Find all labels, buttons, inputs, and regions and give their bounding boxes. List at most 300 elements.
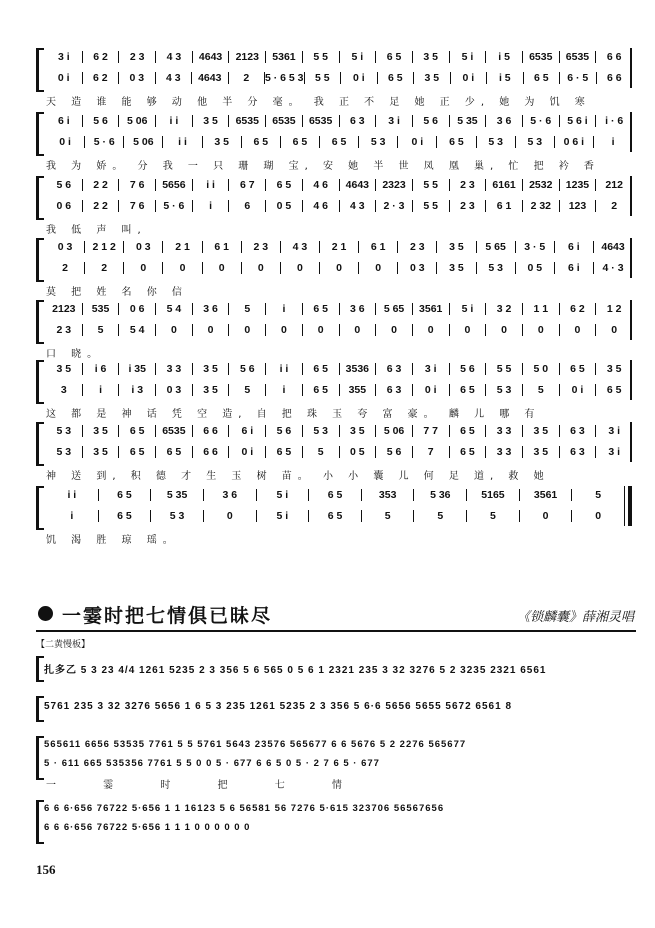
measure: 3 i <box>46 51 83 63</box>
measure: 5 i <box>257 489 310 501</box>
measure: 5 i <box>340 51 377 63</box>
measure: 0 <box>124 262 163 274</box>
measure: 6 3 <box>376 384 413 396</box>
measure: 1235 <box>560 179 597 191</box>
measure: 4 3 <box>156 51 193 63</box>
measure: 0 <box>413 324 450 336</box>
measure: 4643 <box>193 51 230 63</box>
measure: 0 <box>320 262 359 274</box>
measure: 6 <box>229 200 266 212</box>
lyrics-line: 天 造 谁 能 够 动 他 半 分 毫。 我 正 不 足 她 正 少, 她 为 饥 寒 <box>46 97 591 108</box>
measure: 0 <box>523 324 560 336</box>
measure: 2 1 2 <box>85 241 124 253</box>
measure: 2 <box>229 72 266 84</box>
measure: 6 5 <box>309 489 362 501</box>
aria-lyrics: 一 霎 时 把 七 情 <box>46 780 364 791</box>
measure: 5 65 <box>477 241 516 253</box>
lyrics-line: 我 为 娇。 分 我 一 只 珊 瑚 宝, 安 她 半 世 凤 凰 巢, 忙 把 衿 香 <box>46 161 600 172</box>
measure: 6 5 <box>266 179 303 191</box>
measure: 6535 <box>266 115 303 127</box>
measure: 5 3 <box>359 136 398 148</box>
measure: 5 i <box>450 303 487 315</box>
measure: 2123 <box>46 303 83 315</box>
aria-notes-upper: 565611 6656 53535 7761 5 5 5761 5643 23576 565677 6 6 5676 5 2 2276 565677 <box>44 739 467 750</box>
measure: 5 3 <box>486 384 523 396</box>
measure: 5 06 <box>124 136 163 148</box>
measure: 0 i <box>229 446 266 458</box>
measure: 0 5 <box>516 262 555 274</box>
measure: 5 6 <box>413 115 450 127</box>
measure: 5 <box>414 510 467 522</box>
measure: 6535 <box>303 115 340 127</box>
measure: 6 i <box>555 241 594 253</box>
measure: 5361 <box>266 51 303 63</box>
system-end-barline <box>630 48 632 88</box>
measure: 3561 <box>413 303 450 315</box>
final-barline-thin <box>624 486 625 526</box>
measure: 3 i <box>608 446 620 458</box>
measure: 7 6 <box>119 179 156 191</box>
measure: 6 5 <box>99 489 152 501</box>
measure: 4 6 <box>303 179 340 191</box>
measure: 5 · 6 <box>85 136 124 148</box>
measure: 6 6 <box>606 72 622 84</box>
measure: 5 0 <box>523 363 560 375</box>
measure: i 5 <box>486 51 523 63</box>
measure: 5 06 <box>119 115 156 127</box>
measure: 6 5 <box>99 510 152 522</box>
measure: 5 65 <box>376 303 413 315</box>
piece-title: 一霎时把七情俱已昧尽 <box>62 605 273 627</box>
measure: 5 3 <box>477 262 516 274</box>
measure: 0 <box>340 324 377 336</box>
measure: 0 <box>376 324 413 336</box>
score-system-2 <box>36 112 632 174</box>
measure: 5 3 <box>516 136 555 148</box>
measure: 7 6 <box>119 200 156 212</box>
measure: i i <box>266 363 303 375</box>
measure: 2 <box>611 200 618 212</box>
measure: 6535 <box>229 115 266 127</box>
measure: 6 7 <box>229 179 266 191</box>
measure: 6 2 <box>560 303 597 315</box>
measure: 3 5 <box>193 384 230 396</box>
measure: 6 5 <box>560 363 597 375</box>
measure: 2 3 <box>398 241 437 253</box>
measure: 5 4 <box>119 324 156 336</box>
measure: 1 1 <box>523 303 560 315</box>
measure: 0 <box>204 510 257 522</box>
measure: 3 5 <box>414 72 451 84</box>
measure: 5 3 <box>303 425 340 437</box>
measure: i <box>266 303 303 315</box>
measure: 0 i <box>451 72 488 84</box>
measure: 3 6 <box>340 303 377 315</box>
measure: 4643 <box>192 72 229 84</box>
measure: 6 6 <box>193 425 230 437</box>
measure: 5 3 <box>46 446 83 458</box>
measure: 2 2 <box>83 179 120 191</box>
measure: 4 3 <box>340 200 377 212</box>
aria-system-3 <box>36 736 632 791</box>
measure: 0 3 <box>156 384 193 396</box>
measure: 6 i <box>46 115 83 127</box>
measure: 0 <box>229 324 266 336</box>
measure: 5 <box>362 510 415 522</box>
measure: 2 · 3 <box>376 200 413 212</box>
measure: 5 6 <box>450 363 487 375</box>
measure: 3 6 <box>486 115 523 127</box>
system-bracket <box>36 486 44 530</box>
measure: 6535 <box>156 425 193 437</box>
measure: 5 5 <box>486 363 523 375</box>
measure: 5 <box>229 303 266 315</box>
score-system-7 <box>36 422 632 484</box>
measure: 2 <box>85 262 124 274</box>
aria-system-4 <box>36 800 632 844</box>
lyrics-line: 我 低 声 叫, <box>46 225 147 236</box>
measure: 353 <box>362 489 415 501</box>
measure: i 5 <box>487 72 524 84</box>
measure: 0 3 <box>119 72 156 84</box>
measure: 3536 <box>340 363 377 375</box>
measure: 2 3 <box>119 51 156 63</box>
upper-staff <box>46 425 632 437</box>
system-bracket <box>36 176 44 220</box>
system-bracket <box>36 112 44 156</box>
measure: 5 <box>523 384 560 396</box>
system-bracket <box>36 696 44 722</box>
measure: i <box>266 384 303 396</box>
measure: 5 3 <box>46 425 83 437</box>
measure: 0 6 <box>46 200 83 212</box>
aria-notes: 5761 235 3 32 3276 5656 1 6 5 3 235 1261 5235 2 3 356 5 6·6 5656 5655 5672 6561 8 <box>44 701 513 712</box>
measure: i i <box>46 489 99 501</box>
measure: 0 i <box>398 136 437 148</box>
score-system-3 <box>36 176 632 238</box>
piece-title-row <box>36 600 636 628</box>
measure: i i <box>156 115 193 127</box>
final-barline <box>628 486 632 526</box>
measure: 3 5 <box>606 363 622 375</box>
measure: 6 · 5 <box>560 72 597 84</box>
measure: 5 5 <box>413 200 450 212</box>
measure: 0 <box>450 324 487 336</box>
measure: 0 <box>611 324 618 336</box>
measure: 5 5 <box>305 72 342 84</box>
aria-notes-upper: 6 6 6·656 76722 5·656 1 1 16123 5 6 56581 56 7276 5·615 323706 56567656 <box>44 803 445 814</box>
measure: 0 <box>520 510 573 522</box>
score-system-8 <box>36 486 632 548</box>
measure: 6 3 <box>560 446 597 458</box>
measure: 5 3 <box>151 510 204 522</box>
measure: 3 5 <box>413 51 450 63</box>
measure: 6 5 <box>606 384 622 396</box>
measure: 3 i <box>376 115 413 127</box>
measure: 5 5 <box>303 51 340 63</box>
measure: 3 3 <box>156 363 193 375</box>
measure: 6 5 <box>119 425 156 437</box>
system-bracket <box>36 238 44 282</box>
measure: 2 3 <box>450 179 487 191</box>
measure: 6 1 <box>486 200 523 212</box>
measure: 6 1 <box>359 241 398 253</box>
system-end-barline <box>630 238 632 278</box>
measure: 6 i <box>555 262 594 274</box>
measure: 7 <box>413 446 450 458</box>
system-bracket <box>36 300 44 344</box>
lower-staff <box>46 136 632 148</box>
measure: 2323 <box>376 179 413 191</box>
upper-staff <box>46 179 632 191</box>
score-system-5 <box>36 300 632 362</box>
measure: 5 36 <box>414 489 467 501</box>
measure: 6 6 <box>606 51 622 63</box>
measure: 6 5 <box>266 446 303 458</box>
measure: 6 5 <box>450 384 487 396</box>
measure: 6 5 <box>242 136 281 148</box>
page-number: 156 <box>36 862 56 877</box>
measure: 3 5 <box>437 241 476 253</box>
system-bracket <box>36 656 44 682</box>
measure: 3 i <box>413 363 450 375</box>
measure: 5 · 6 5 3 <box>265 72 304 84</box>
lower-staff <box>46 324 632 336</box>
measure: 3 5 <box>523 425 560 437</box>
measure: 2532 <box>523 179 560 191</box>
tempo-label: 【二黄慢板】 <box>36 640 91 650</box>
measure: 3 2 <box>486 303 523 315</box>
measure: 5 6 <box>83 115 120 127</box>
measure: 0 <box>303 324 340 336</box>
measure: 0 i <box>46 136 85 148</box>
measure: 0 <box>560 324 597 336</box>
lower-staff <box>46 200 632 212</box>
measure: 3 5 <box>523 446 560 458</box>
measure: 6 5 <box>156 446 193 458</box>
measure: 3 5 <box>340 425 377 437</box>
measure: i i <box>193 179 230 191</box>
measure: 2 32 <box>523 200 560 212</box>
measure: 6 5 <box>524 72 561 84</box>
measure: 6 5 <box>303 363 340 375</box>
measure: 2 1 <box>163 241 202 253</box>
measure: 6 1 <box>203 241 242 253</box>
lower-staff <box>46 72 632 84</box>
aria-system-2 <box>36 696 632 724</box>
measure: 3 5 <box>83 446 120 458</box>
measure: 0 i <box>46 72 83 84</box>
measure: 4 3 <box>281 241 320 253</box>
measure: 0 5 <box>340 446 377 458</box>
measure: 6 5 <box>119 446 156 458</box>
measure: 5 <box>595 489 602 501</box>
measure: 0 5 <box>266 200 303 212</box>
measure: 5 5 <box>413 179 450 191</box>
measure: 4 3 <box>156 72 193 84</box>
measure: 5 35 <box>151 489 204 501</box>
measure: 6 6 <box>193 446 230 458</box>
measure: 3 6 <box>204 489 257 501</box>
measure: 0 6 <box>119 303 156 315</box>
measure: 5 4 <box>156 303 193 315</box>
measure: 0 3 <box>124 241 163 253</box>
measure: 5 <box>303 446 340 458</box>
system-bracket <box>36 360 44 404</box>
lyrics-line: 莫 把 姓 名 你 信 <box>46 287 188 298</box>
measure: 3 5 <box>437 262 476 274</box>
measure: 6 5 <box>376 51 413 63</box>
lyrics-line: 饥 渴 胜 琼 瑶。 <box>46 535 179 546</box>
measure: 0 3 <box>46 241 85 253</box>
measure: 6 5 <box>450 446 487 458</box>
measure: 5 <box>83 324 120 336</box>
lower-staff <box>46 384 632 396</box>
system-bracket <box>36 422 44 466</box>
measure: 2 3 <box>450 200 487 212</box>
measure: 5 · 6 <box>523 115 560 127</box>
measure: i i <box>163 136 202 148</box>
measure: 6 i <box>229 425 266 437</box>
system-end-barline <box>630 300 632 340</box>
measure: 5 6 <box>266 425 303 437</box>
measure: 5 <box>467 510 520 522</box>
measure: 0 6 i <box>555 136 594 148</box>
measure: 3 5 <box>193 363 230 375</box>
measure: 6 3 <box>340 115 377 127</box>
score-system-6 <box>36 360 632 422</box>
measure: i <box>46 510 99 522</box>
measure: 6535 <box>560 51 597 63</box>
measure: 5 6 <box>376 446 413 458</box>
system-end-barline <box>630 422 632 462</box>
measure: 0 <box>359 262 398 274</box>
lyrics-line: 这 都 是 神 话 凭 空 造, 自 把 珠 玉 夸 富 豪。 麟 儿 哪 有 <box>46 409 541 420</box>
measure: 0 i <box>413 384 450 396</box>
measure: 6 5 <box>378 72 415 84</box>
measure: 5 6 <box>46 179 83 191</box>
upper-staff <box>46 489 624 501</box>
measure: i <box>611 136 615 148</box>
measure: 6 5 <box>437 136 476 148</box>
measure: 5 3 <box>477 136 516 148</box>
system-bracket <box>36 48 44 92</box>
system-end-barline <box>630 112 632 152</box>
aria-notes-lower: 6 6 6·656 76722 5·656 1 1 1 0 0 0 0 0 0 <box>44 822 251 833</box>
lower-staff <box>46 510 624 522</box>
measure: 4 · 3 <box>602 262 624 274</box>
measure: 3 5 <box>203 136 242 148</box>
measure: 5 6 i <box>560 115 597 127</box>
measure: 3 <box>46 384 83 396</box>
measure: 355 <box>340 384 377 396</box>
measure: 0 i <box>560 384 597 396</box>
score-system-1 <box>36 48 632 110</box>
measure: 0 <box>266 324 303 336</box>
measure: 0 <box>486 324 523 336</box>
upper-staff <box>46 115 632 127</box>
upper-staff <box>46 51 632 63</box>
measure: 6 3 <box>560 425 597 437</box>
measure: 5 35 <box>450 115 487 127</box>
measure: 3 3 <box>486 425 523 437</box>
measure: 2 3 <box>46 324 83 336</box>
upper-staff <box>46 303 632 315</box>
lyrics-line: 神 送 到, 积 德 才 生 玉 树 苗。 小 小 囊 儿 何 足 道, 救 她 <box>46 471 550 482</box>
measure: 6 3 <box>376 363 413 375</box>
lower-staff <box>46 446 632 458</box>
measure: 3 i <box>608 425 620 437</box>
lower-staff <box>46 262 632 274</box>
measure: 6 5 <box>450 425 487 437</box>
measure: 4 6 <box>303 200 340 212</box>
system-bracket <box>36 736 44 780</box>
measure: 0 3 <box>398 262 437 274</box>
measure: 6161 <box>486 179 523 191</box>
aria-system-1 <box>36 656 632 684</box>
measure: 6 5 <box>303 303 340 315</box>
measure: 0 <box>595 510 602 522</box>
measure: 2 1 <box>320 241 359 253</box>
measure: 0 <box>242 262 281 274</box>
system-end-barline <box>630 360 632 400</box>
measure: 1 2 <box>606 303 622 315</box>
measure: 0 <box>203 262 242 274</box>
measure: 6 2 <box>83 72 120 84</box>
measure: 7 7 <box>413 425 450 437</box>
measure: i 35 <box>119 363 156 375</box>
measure: 3561 <box>520 489 573 501</box>
measure: i <box>83 384 120 396</box>
measure: i 6 <box>83 363 120 375</box>
measure: 5 · 6 <box>156 200 193 212</box>
measure: 2 2 <box>83 200 120 212</box>
bullet-icon <box>38 606 53 621</box>
measure: 6 5 <box>303 384 340 396</box>
piece-source: 《锁麟囊》薛湘灵唱 <box>516 610 634 625</box>
measure: 4643 <box>601 241 625 253</box>
measure: 0 i <box>341 72 378 84</box>
measure: 0 <box>156 324 193 336</box>
measure: 3 · 5 <box>516 241 555 253</box>
measure: 5 6 <box>229 363 266 375</box>
measure: 6 5 <box>281 136 320 148</box>
measure: 5 i <box>257 510 310 522</box>
measure: 0 <box>193 324 230 336</box>
measure: 0 <box>281 262 320 274</box>
upper-staff <box>46 241 632 253</box>
system-bracket <box>36 800 44 844</box>
system-end-barline <box>630 176 632 216</box>
measure: 6535 <box>523 51 560 63</box>
aria-notes: 扎多乙 5 3 23 4/4 1261 5235 2 3 356 5 6 565 0 5 6 1 2321 235 3 32 3276 5 2 3235 2321 6561 <box>44 665 547 676</box>
measure: 0 <box>163 262 202 274</box>
aria-notes-lower: 5 · 611 665 535356 7761 5 5 0 0 5 · 677 6 6 5 0 5 · 2 7 6 5 · 677 <box>44 758 380 769</box>
measure: 5 <box>229 384 266 396</box>
measure: i · 6 <box>605 115 624 127</box>
upper-staff <box>46 363 632 375</box>
measure: i <box>193 200 230 212</box>
lyrics-line: 口 晓。 <box>46 349 104 360</box>
measure: 5656 <box>156 179 193 191</box>
measure: 212 <box>605 179 623 191</box>
title-rule <box>36 630 636 632</box>
measure: 3 6 <box>193 303 230 315</box>
measure: 5165 <box>467 489 520 501</box>
measure: 2 <box>46 262 85 274</box>
measure: 5 06 <box>376 425 413 437</box>
measure: 6 2 <box>83 51 120 63</box>
